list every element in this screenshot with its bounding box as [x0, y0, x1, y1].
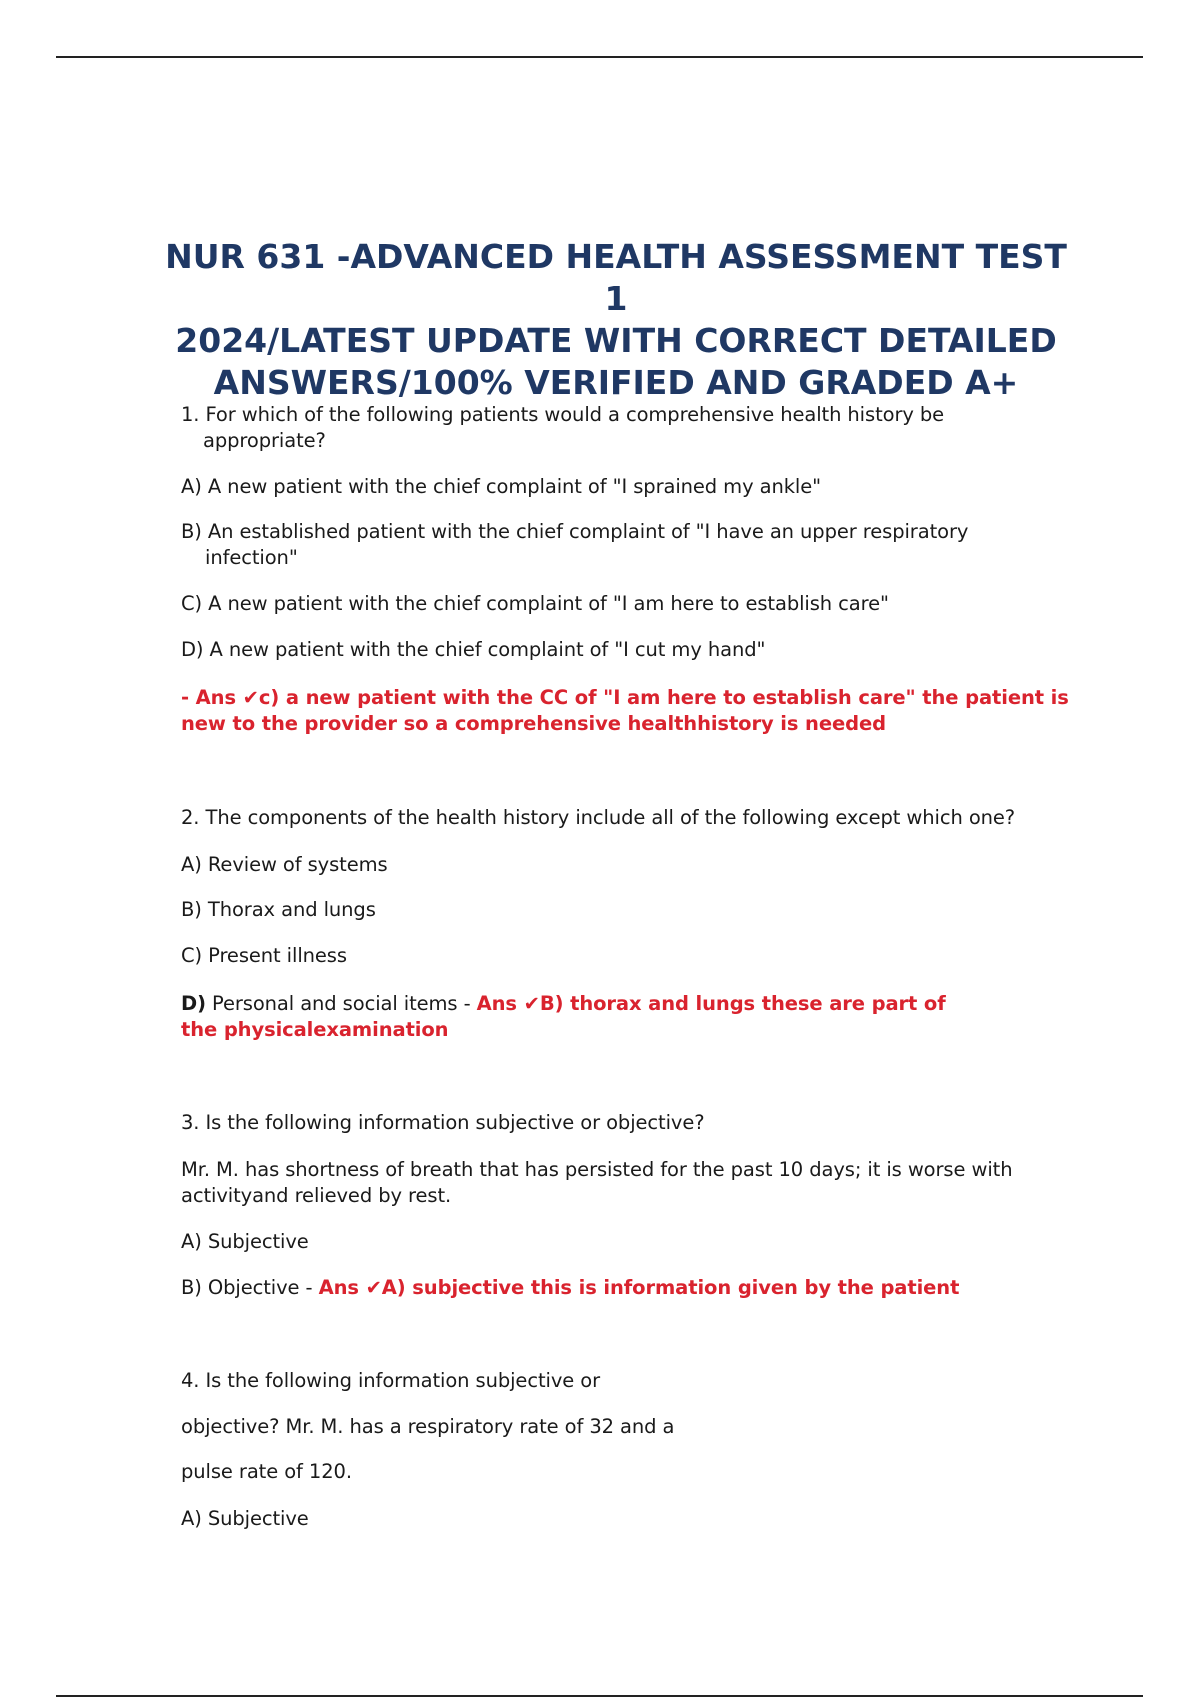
q3-info-line-1: Mr. M. has shortness of breath that has persisted for the past 10 days; it is worse with — [181, 1158, 1013, 1181]
q4-stem-line-2: objective? Mr. M. has a respiratory rate of 32 and a — [181, 1415, 675, 1438]
q2-option-d-letter: D) — [181, 992, 206, 1015]
q1-stem-line-2: appropriate? — [203, 429, 326, 452]
q1-option-a: A) A new patient with the chief complaint of "I sprained my ankle" — [181, 475, 822, 498]
top-rule — [56, 56, 1143, 58]
bottom-rule — [56, 1695, 1143, 1697]
q3-stem: 3. Is the following information subjective or objective? — [181, 1111, 705, 1134]
q3-info-line-2: activityand relieved by rest. — [181, 1184, 452, 1207]
q4-stem-line-3: pulse rate of 120. — [181, 1460, 352, 1483]
q1-answer-line-1: - Ans ✔c) a new patient with the CC of "I am here to establish care" the patient is — [181, 686, 1069, 709]
q3-answer: Ans ✔A) subjective this is information given by the patient — [318, 1276, 960, 1299]
q3-option-a: A) Subjective — [181, 1230, 309, 1253]
q1-option-c: C) A new patient with the chief complaint of "I am here to establish care" — [181, 592, 889, 615]
q2-option-c: C) Present illness — [181, 944, 347, 967]
q2-answer-line-2: the physicalexamination — [181, 1018, 449, 1041]
q1-answer-line-2: new to the provider so a comprehensive healthhistory is needed — [181, 712, 886, 735]
document-title — [150, 236, 1082, 404]
q2-stem: 2. The components of the health history include all of the following except which one? — [181, 806, 1016, 829]
q3-option-b: B) Objective - — [181, 1276, 319, 1299]
q2-option-a: A) Review of systems — [181, 853, 388, 876]
title-line-3: ANSWERS/100% VERIFIED AND GRADED A+ — [213, 363, 1019, 402]
q1-option-d: D) A new patient with the chief complaint of "I cut my hand" — [181, 638, 766, 661]
q1-option-b-line-1: B) An established patient with the chief complaint of "I have an upper respiratory — [181, 520, 969, 543]
q2-answer-line-1: Ans ✔B) thorax and lungs these are part of — [476, 992, 946, 1015]
q2-option-d-line — [181, 991, 946, 1017]
q4-option-a: A) Subjective — [181, 1507, 309, 1530]
q2-option-b: B) Thorax and lungs — [181, 898, 376, 921]
title-line-1: NUR 631 -ADVANCED HEALTH ASSESSMENT TEST 1 — [165, 237, 1067, 318]
q3-option-b-line — [181, 1275, 959, 1301]
q1-option-b-line-2: infection" — [205, 546, 298, 569]
q1-stem-line-1: 1. For which of the following patients would a comprehensive health history be — [181, 403, 945, 426]
title-line-2: 2024/LATEST UPDATE WITH CORRECT DETAILED — [175, 321, 1057, 360]
q2-option-d-text: Personal and social items - — [205, 992, 477, 1015]
q4-stem-line-1: 4. Is the following information subjective or — [181, 1369, 600, 1392]
